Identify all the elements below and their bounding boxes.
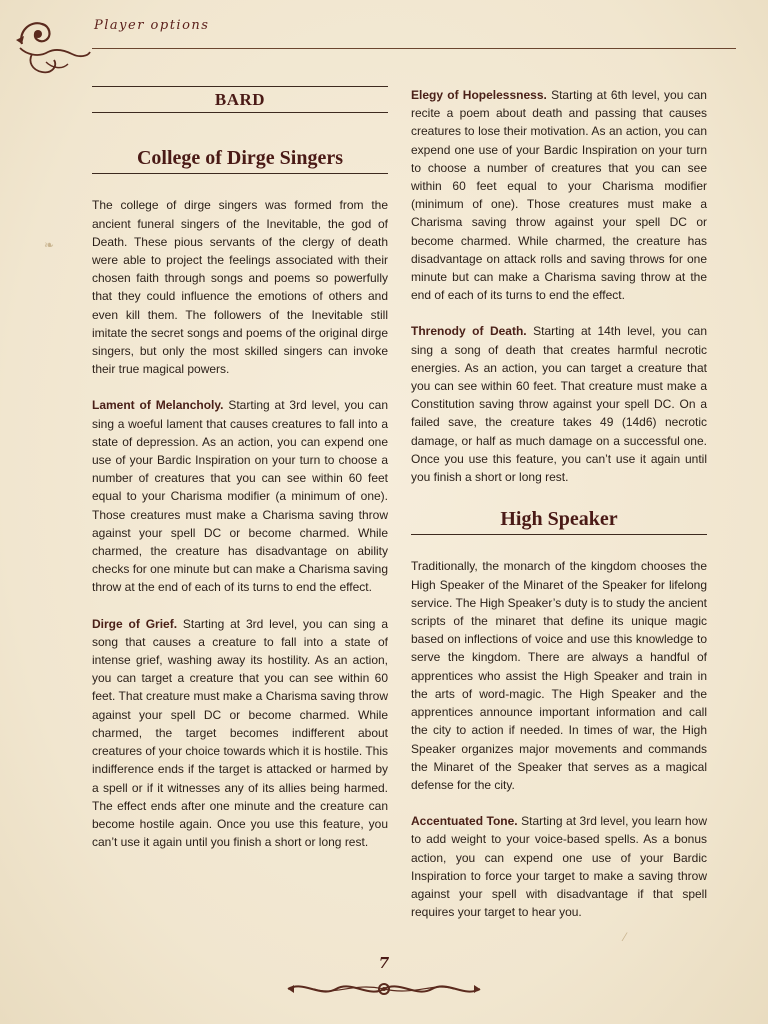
dragon-ornament-icon xyxy=(12,14,92,76)
feature-name: Threnody of Death. xyxy=(411,324,527,339)
feature-paragraph xyxy=(411,86,707,304)
feature-name: Dirge of Grief. xyxy=(92,616,178,631)
footer-flourish-icon xyxy=(284,976,484,1002)
feature-name: Elegy of Hopelessness. xyxy=(411,88,547,102)
feature-text: Starting at 3rd level, you can sing a song that causes a creature to fall into a state of intense grief, washing away its hostility. As an action, you can target a creature that you can see within 60 feet. That creature must make a Charisma saving throw against your spell DC or become charmed. While charmed, the target becomes indifferent about creatures of your choice towards which it is hostile. This indifference ends if the target is attacked or harmed by a spell or if it witnesses any of its allies being harmed. The effect ends after one minute and the creature can become hostile again. Once you use this feature, you can’t use it again until you finish a short or long rest. xyxy=(92,616,389,850)
feature-text: Starting at 6th level, you can recite a poem about death and passing that causes creatures to lose their motivation. As an action, you can expend one use of your Bardic Inspiration on your turn to choose a number of creatures that you can see within 60 feet equal to your Charisma modifier (minimum of one). Those creatures must make a Charisma saving throw against your spell DC or become charmed. While charmed, the creature has disadvantage on attack rolls and saving throws for one minute but can make a Charisma saving throw at the end of each of its turns to end the effect. xyxy=(411,88,707,303)
paper-stain: ⁄ xyxy=(624,930,627,944)
feature-name: Lament of Melancholy. xyxy=(92,398,224,413)
page-number: 7 xyxy=(378,954,390,972)
feature-paragraph xyxy=(411,812,707,921)
feature-paragraph xyxy=(92,615,388,852)
left-column xyxy=(92,86,388,869)
feature-paragraph xyxy=(92,396,388,596)
feature-name: Accentuated Tone. xyxy=(411,814,518,829)
feature-text: Starting at 3rd level, you can sing a woeful lament that causes creatures to fall into a state of depression. As an action, you can expend one use of your Bardic Inspiration on your turn to choose a number of creatures that you can see within 60 feet equal to your Charisma modifier (a minimum of one). Those creatures must make a Charisma saving throw against your spell DC or become charmed. While charmed, the creature has disadvantage on ability checks for one minute but can make a Charisma saving throw at the end of each of its turns to end the effect. xyxy=(92,398,389,595)
feature-text: Starting at 3rd level, you learn how to add weight to your voice-based spells. As a bonus action, you can expend one use of your Bardic Inspiration to force your target to make a saving throw against your spell with disadvantage if that spell requires your target to hear you. xyxy=(411,814,707,920)
feature-text: Starting at 14th level, you can sing a song of death that creates harmful necrotic energies. As an action, you can target a creature that you can see within 60 feet. That creature must make a Constitution saving throw against your spell DC. On a failed save, the creature takes 49 (14d6) necrotic damage, or half as much damage on a successful one. Once you use this feature, you can’t use it again until you finish a short or long rest. xyxy=(411,324,707,485)
page-header xyxy=(0,0,768,80)
section-title: BARD xyxy=(214,90,266,109)
right-column xyxy=(411,86,707,939)
intro-paragraph: The college of dirge singers was formed from the ancient funeral singers of the Inevitable, the god of Death. These pious servants of the clergy of death were able to project the feelings associated with their chosen faith through songs and poems so powerfully that they could influence the emotions of others and even kill them. The followers of the Inevitable still imitate the secret songs and poems of the original dirge singers, but only the most skilled singers can invoke their true magical powers. xyxy=(92,198,388,377)
subclass-title-high-speaker: High Speaker xyxy=(411,510,707,535)
header-divider xyxy=(92,48,736,49)
intro-paragraph: Traditionally, the monarch of the kingdom chooses the High Speaker of the Minaret of the Speaker for lifelong service. The High Speaker’s duty is to study the ancient scripts of the minaret that define its unique magic based on inflections of voice and use this knowledge to serve the kingdom. There are always a handful of apprentices who assist the High Speaker and train in the arts of word-magic. The High Speaker and the apprentices announce important information and call the city to action if needed. In times of war, the High Speaker organizes major movements and commands the Minaret of the Speaker that serves as a magical defense for the city. xyxy=(411,559,707,792)
subclass-title-dirge-singers: College of Dirge Singers xyxy=(92,149,388,174)
section-heading-box xyxy=(92,86,388,113)
feature-paragraph xyxy=(411,322,707,486)
section-label: Player options xyxy=(94,18,210,33)
paper-stain: ❧ xyxy=(44,238,55,252)
